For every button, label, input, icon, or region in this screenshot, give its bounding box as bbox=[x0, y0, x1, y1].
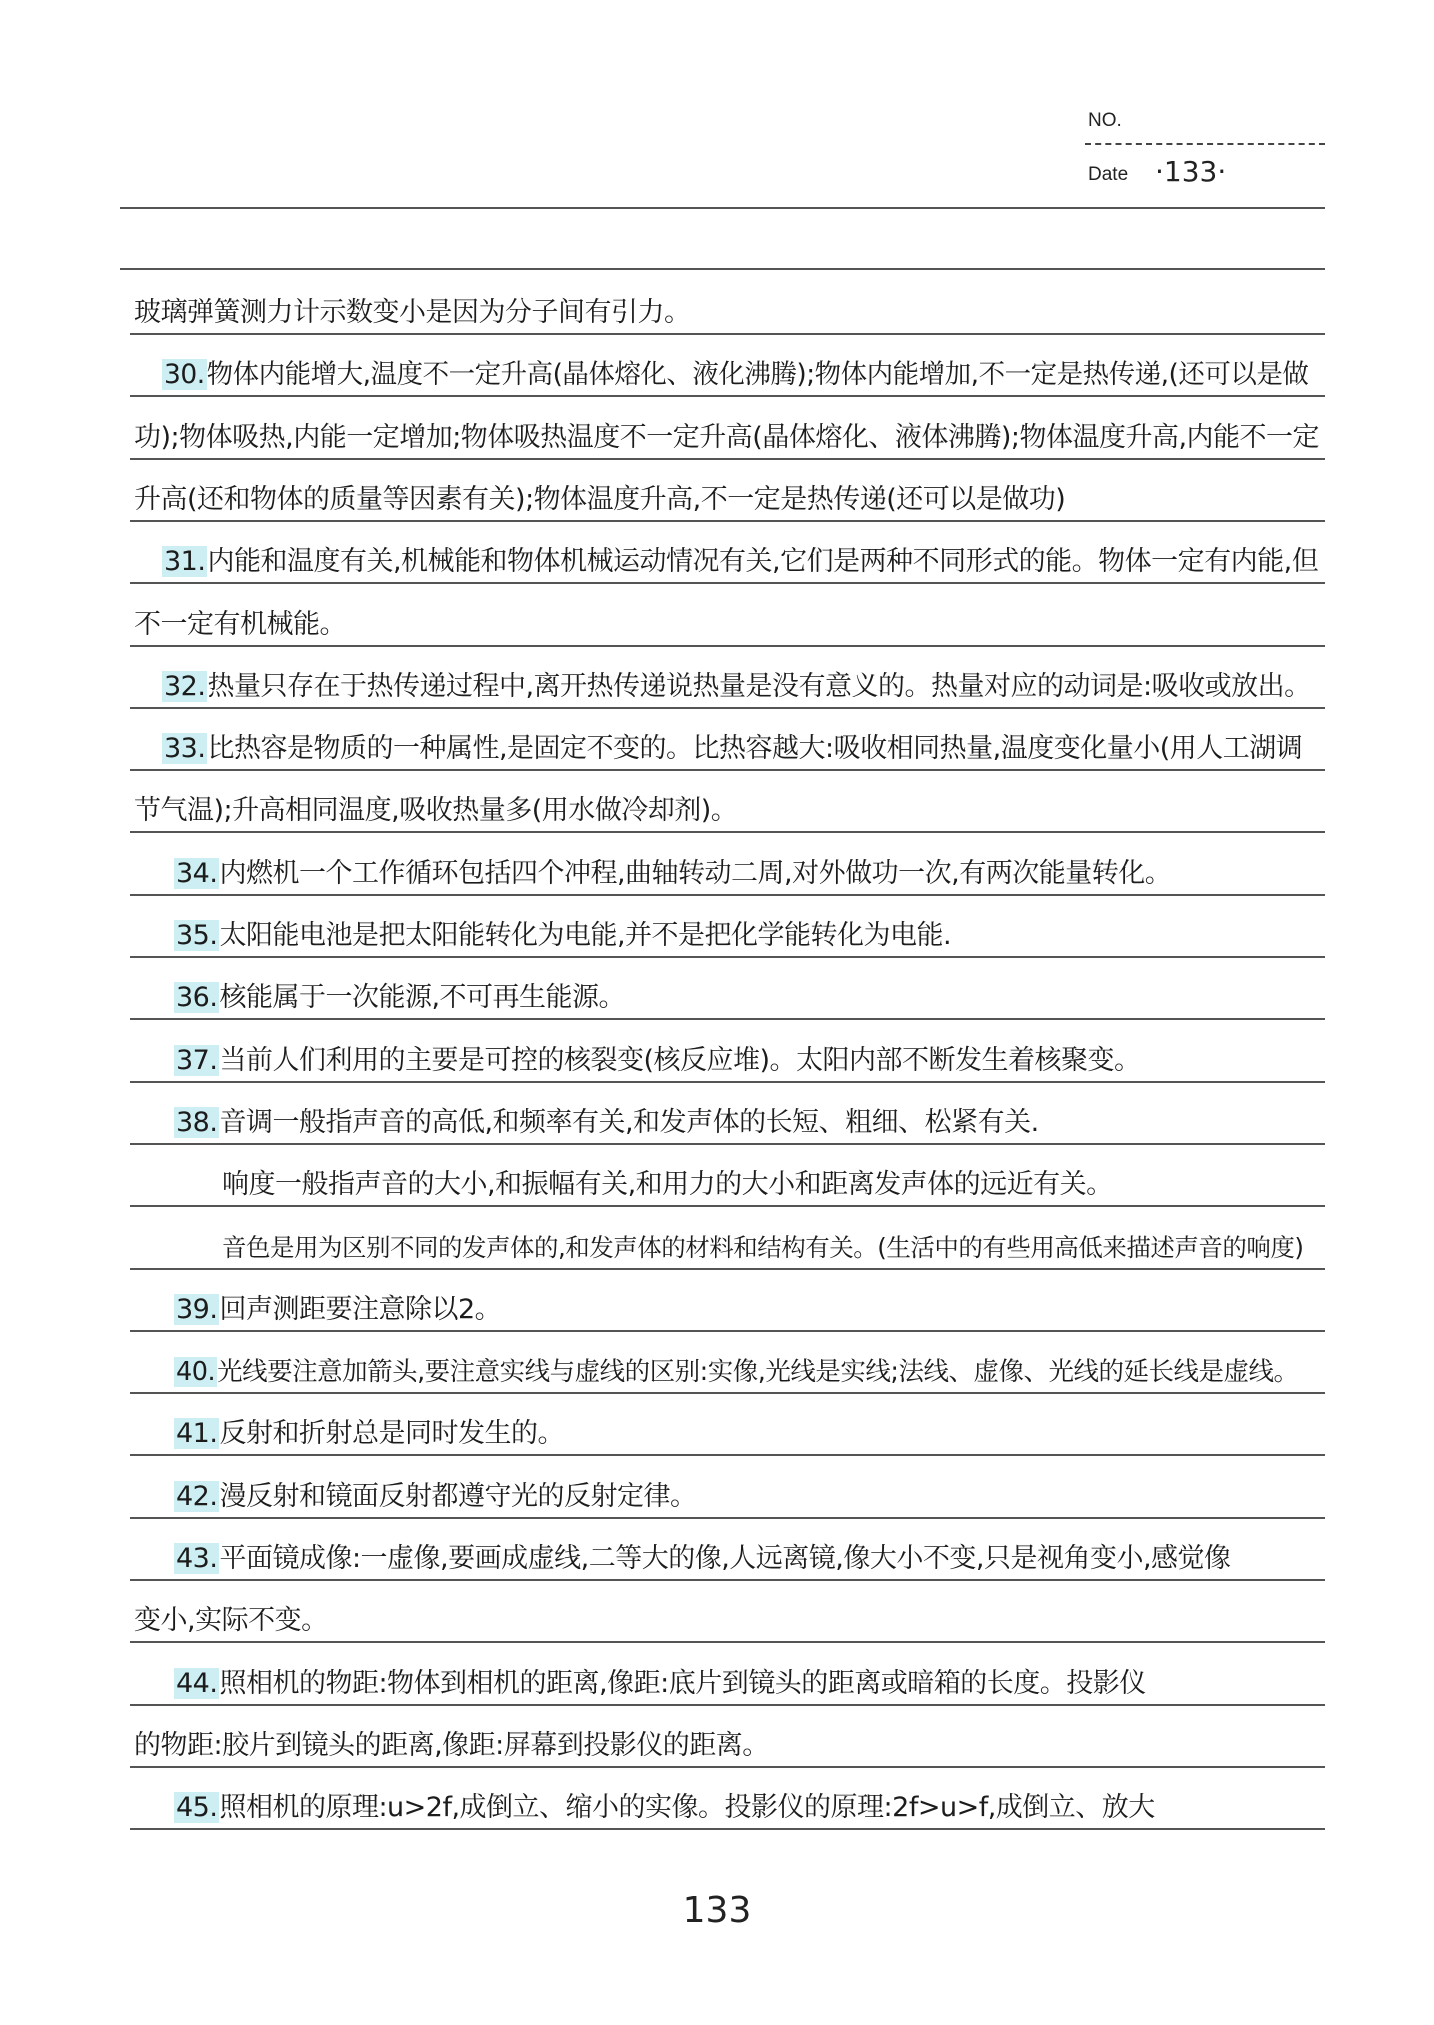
ruled-line bbox=[130, 1210, 1325, 1270]
note-text: 的物距:胶片到镜头的距离,像距:屏幕到投影仪的距离。 bbox=[134, 1729, 769, 1761]
note-text: 节气温);升高相同温度,吸收热量多(用水做冷却剂)。 bbox=[134, 795, 738, 827]
note-line bbox=[162, 352, 1308, 391]
item-number: 36. bbox=[176, 982, 218, 1014]
ruled-line bbox=[130, 275, 1325, 335]
note-line bbox=[134, 602, 346, 641]
date-value: ·133· bbox=[1155, 155, 1227, 188]
note-line bbox=[134, 788, 737, 827]
page-number: 133 bbox=[682, 1890, 752, 1931]
note-text: 平面镜成像:一虚像,要画成虚线,二等大的像,人远离镜,像大小不变,只是视角变小,感觉像 bbox=[219, 1543, 1231, 1574]
note-line bbox=[174, 1038, 1141, 1077]
note-text: 响度一般指声音的大小,和振幅有关,和用力的大小和距离发声体的远近有关。 bbox=[222, 1169, 1113, 1201]
note-line bbox=[162, 664, 1311, 703]
note-line bbox=[174, 913, 951, 952]
note-text: 音色是用为区别不同的发声体的,和发声体的材料和结构有关。(生活中的有些用高低来描述声音的响度) bbox=[222, 1232, 1304, 1262]
note-line bbox=[134, 477, 1065, 516]
note-text: 光线要注意加箭头,要注意实线与虚线的区别:实像,光线是实线;法线、虚像、光线的延长线是虚线。 bbox=[217, 1357, 1299, 1388]
note-line bbox=[174, 1287, 501, 1326]
note-line bbox=[162, 539, 1318, 578]
note-line bbox=[174, 1661, 1146, 1700]
note-line bbox=[174, 1100, 1039, 1139]
ruled-line bbox=[130, 400, 1325, 460]
ruled-line bbox=[130, 462, 1325, 522]
ruled-line bbox=[130, 1272, 1325, 1332]
item-number: 41. bbox=[176, 1418, 218, 1450]
note-line bbox=[134, 1598, 328, 1637]
ruled-line bbox=[130, 711, 1325, 771]
note-line bbox=[162, 726, 1302, 765]
note-line bbox=[174, 1474, 696, 1513]
note-text: 回声测距要注意除以2。 bbox=[219, 1293, 502, 1325]
ruled-line bbox=[130, 1396, 1325, 1456]
item-number: 44. bbox=[176, 1667, 218, 1699]
ruled-line bbox=[130, 587, 1325, 647]
item-number: 32. bbox=[164, 670, 206, 702]
item-number: 43. bbox=[176, 1543, 218, 1574]
note-line bbox=[222, 1162, 1113, 1201]
note-line bbox=[174, 1352, 1298, 1388]
note-text: 不一定有机械能。 bbox=[134, 608, 346, 640]
note-text: 功);物体吸热,内能一定增加;物体吸热温度不一定升高(晶体熔化、液体沸腾);物体温度升高,内能不一定 bbox=[134, 421, 1320, 453]
ruled-line bbox=[130, 1023, 1325, 1083]
item-number: 30. bbox=[164, 359, 205, 391]
item-number: 37. bbox=[176, 1044, 218, 1076]
note-text: 热量只存在于热传递过程中,离开热传递说热量是没有意义的。热量对应的动词是:吸收或放出。 bbox=[207, 670, 1311, 702]
item-number: 34. bbox=[176, 857, 218, 889]
item-number: 45. bbox=[176, 1792, 218, 1824]
note-text: 音调一般指声音的高低,和频率有关,和发声体的长短、粗细、松紧有关. bbox=[219, 1106, 1039, 1138]
ruled-line bbox=[130, 337, 1325, 397]
ruled-line bbox=[130, 1085, 1325, 1145]
note-line bbox=[174, 975, 625, 1014]
note-text: 比热容是物质的一种属性,是固定不变的。比热容越大:吸收相同热量,温度变化量小(用人工湖调 bbox=[207, 733, 1303, 765]
ruled-line bbox=[130, 1583, 1325, 1643]
ruled-line bbox=[130, 1708, 1325, 1768]
note-text: 物体内能增大,温度不一定升高(晶体熔化、液化沸腾);物体内能增加,不一定是热传递,(还可以是做 bbox=[206, 359, 1309, 391]
item-number: 35. bbox=[176, 920, 218, 951]
note-line bbox=[134, 290, 691, 329]
note-line bbox=[134, 415, 1319, 454]
ruled-line bbox=[130, 1334, 1325, 1394]
no-label: NO. bbox=[1088, 110, 1122, 131]
note-text: 升高(还和物体的质量等因素有关);物体温度升高,不一定是热传递(还可以是做功) bbox=[134, 483, 1066, 515]
ruled-line bbox=[130, 1770, 1325, 1830]
ruled-line bbox=[130, 1459, 1325, 1519]
note-line bbox=[174, 1411, 564, 1450]
note-text: 漫反射和镜面反射都遵守光的反射定律。 bbox=[219, 1480, 697, 1512]
ruled-line bbox=[130, 836, 1325, 896]
item-number: 42. bbox=[176, 1480, 218, 1512]
note-line bbox=[174, 1785, 1155, 1824]
note-text: 内能和温度有关,机械能和物体机械运动情况有关,它们是两种不同形式的能。物体一定有内能,但 bbox=[207, 546, 1319, 578]
item-number: 38. bbox=[176, 1106, 218, 1138]
note-text: 照相机的物距:物体到相机的距离,像距:底片到镜头的距离或暗箱的长度。投影仪 bbox=[219, 1667, 1146, 1699]
date-label: Date bbox=[1088, 164, 1129, 185]
note-text: 核能属于一次能源,不可再生能源。 bbox=[219, 982, 626, 1014]
item-number: 31. bbox=[164, 546, 206, 578]
note-text: 当前人们利用的主要是可控的核裂变(核反应堆)。太阳内部不断发生着核聚变。 bbox=[219, 1044, 1141, 1076]
ruled-line bbox=[130, 773, 1325, 833]
item-number: 33. bbox=[164, 733, 206, 765]
note-line bbox=[174, 1536, 1231, 1575]
note-line bbox=[134, 1723, 769, 1762]
ruled-line bbox=[130, 649, 1325, 709]
note-text: 反射和折射总是同时发生的。 bbox=[219, 1418, 564, 1450]
item-number: 39. bbox=[176, 1293, 218, 1325]
ruled-line bbox=[130, 1147, 1325, 1207]
ruled-line bbox=[130, 898, 1325, 958]
ruled-line bbox=[130, 1646, 1325, 1706]
note-line bbox=[222, 1229, 1303, 1264]
ruled-line bbox=[130, 1521, 1325, 1581]
ruled-line bbox=[130, 960, 1325, 1020]
note-text: 太阳能电池是把太阳能转化为电能,并不是把化学能转化为电能. bbox=[219, 920, 952, 951]
note-text: 变小,实际不变。 bbox=[134, 1605, 328, 1637]
note-text: 玻璃弹簧测力计示数变小是因为分子间有引力。 bbox=[134, 297, 691, 328]
item-number: 40. bbox=[176, 1357, 216, 1388]
note-line bbox=[174, 851, 1171, 890]
ruled-line bbox=[130, 524, 1325, 584]
note-text: 内燃机一个工作循环包括四个冲程,曲轴转动二周,对外做功一次,有两次能量转化。 bbox=[219, 857, 1172, 889]
note-text: 照相机的原理:u>2f,成倒立、缩小的实像。投影仪的原理:2f>u>f,成倒立、放大 bbox=[219, 1792, 1155, 1824]
